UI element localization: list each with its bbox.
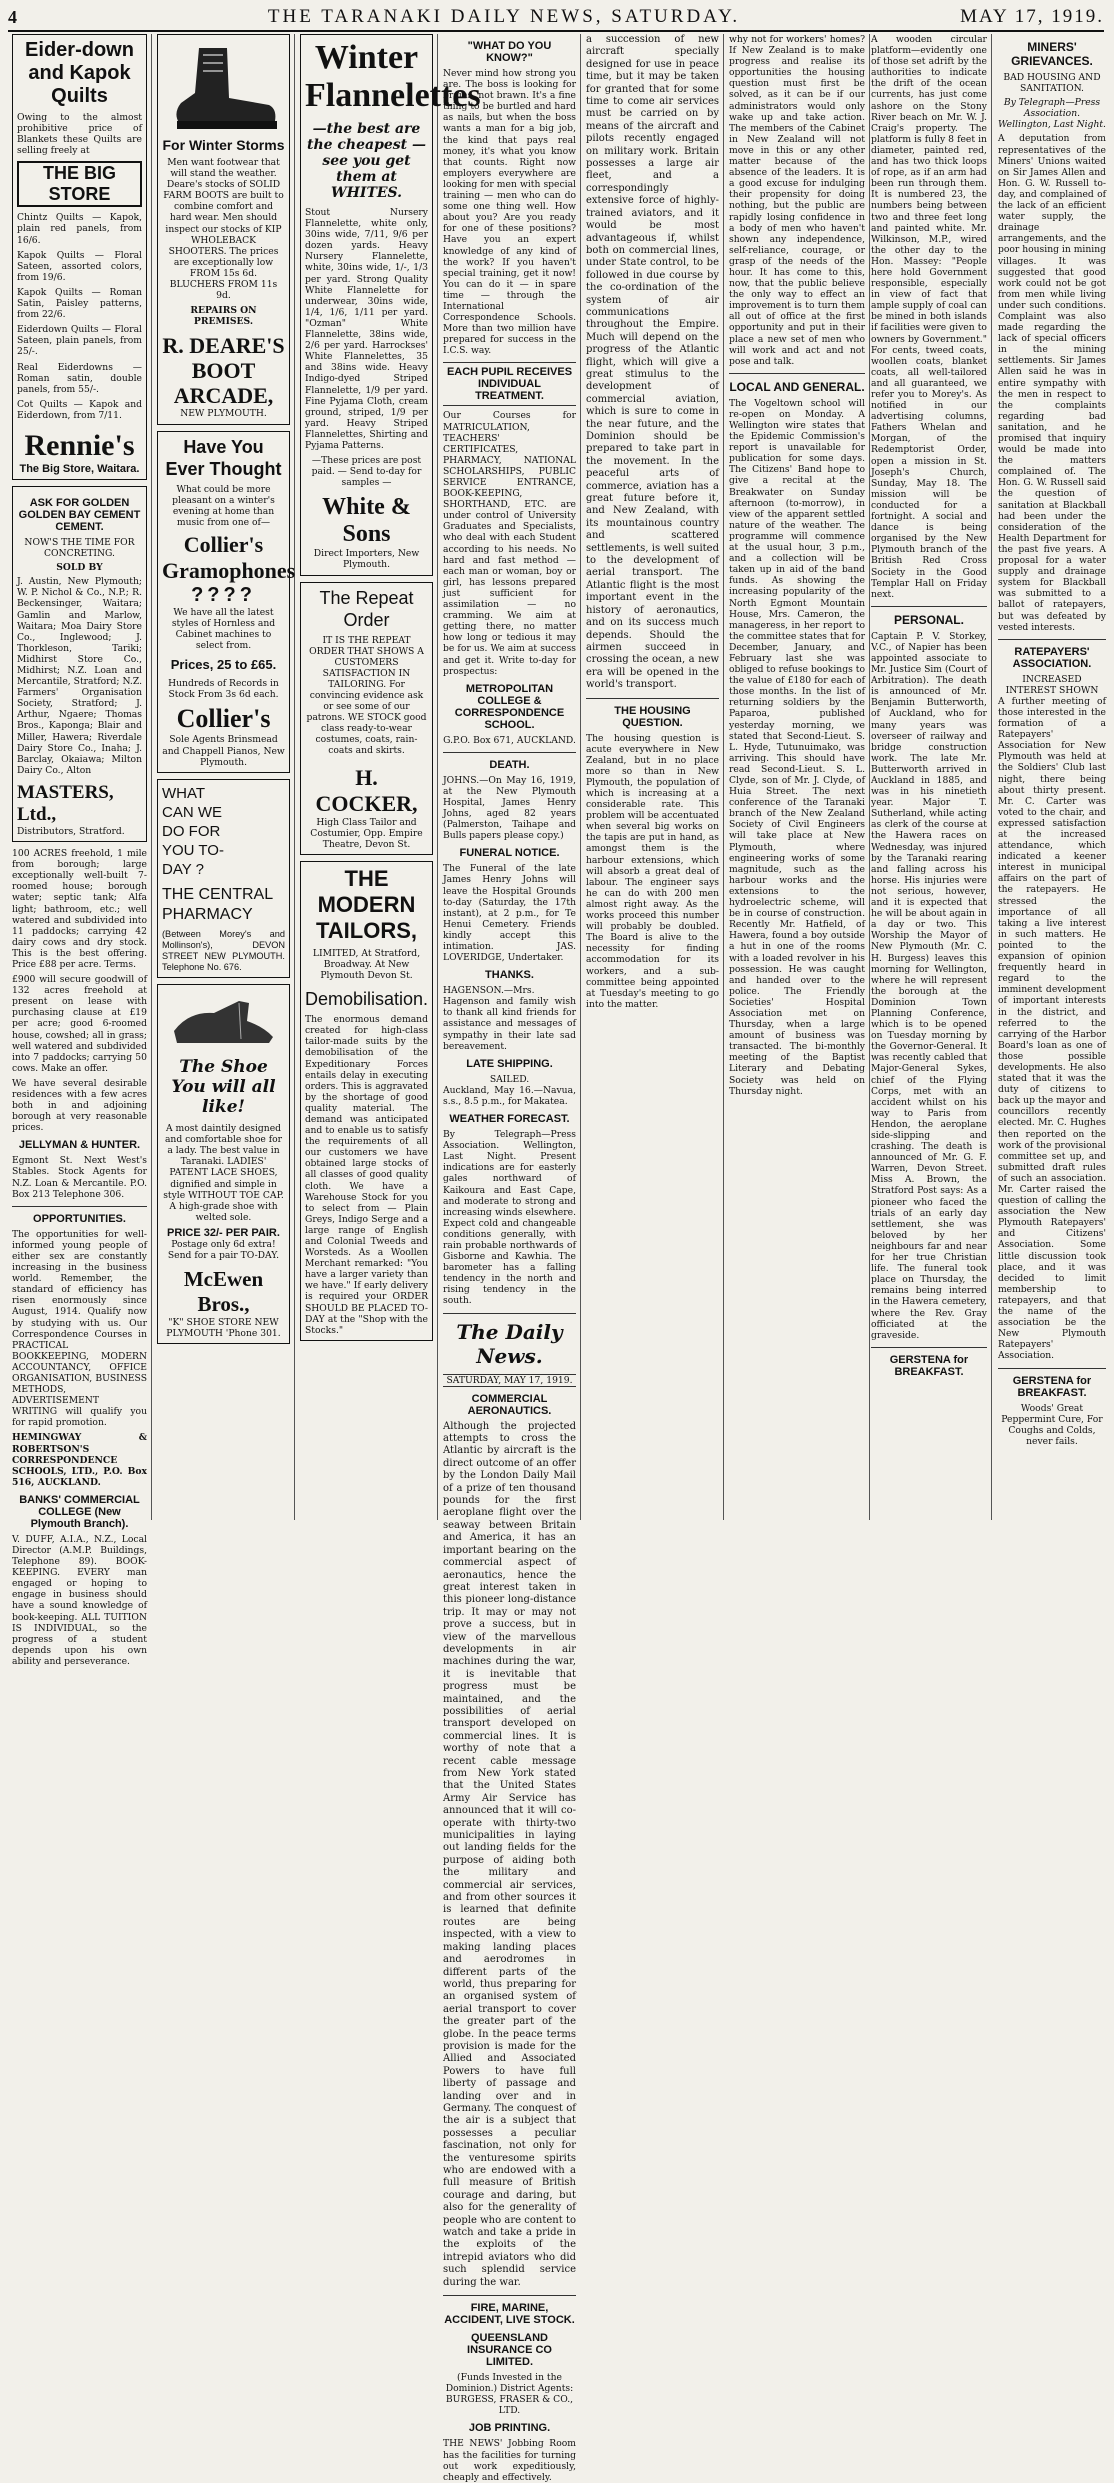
land-offer: 100 ACRES freehold, 1 mile from borough; large exceptionally well-built 7-roomed house; borough water; septic tank; Alfa light; bathroom, etc.; well watered and subdivided into 11 paddocks; carrying 42 dairy cows and dry stock. This is the best offering. Price £88 per acre. Terms. bbox=[12, 848, 147, 970]
editorial-heading: COMMERCIAL AERONAUTICS. bbox=[467, 1392, 552, 1417]
list-item: Chintz Quilts — Kapok, plain red panels, from 16/6. bbox=[17, 212, 142, 246]
ad-text: The opportunities for well-informed young people of either sex are constantly increasing in the business world. Remember, the standard of efficiency has risen enormously since August, 1914. Qualify now by studying with us. Our Correspondence Courses in PRACTICAL BOOKKEEPING, MODERN ACCOUNTANCY, OFFICE ORGANISATION, BUSINESS METHODS, ADVERTISEMENT WRITING will qualify you for rapid promotion. bbox=[12, 1228, 147, 1429]
insurance-heading: FIRE, MARINE, ACCIDENT, LIVE STOCK. bbox=[444, 2302, 575, 2327]
nameplate: The Daily News. bbox=[456, 1319, 563, 1368]
job-printing-text: THE NEWS' Jobbing Room has the facilities for turning out work expeditiously, cheaply and effectively. bbox=[443, 2438, 576, 2483]
store-logo: THE BIG STORE bbox=[17, 161, 142, 207]
ad-text: A most daintily designed and comfortable shoe for a lady. The best value in Taranaki. LADIES' PATENT LACE SHOES, dignified and simple in style WITHOUT TOE CAP. A high-grade shoe with welted sole. bbox=[163, 1123, 284, 1223]
ad-title: OPPORTUNITIES. bbox=[33, 1212, 126, 1225]
column-5 bbox=[582, 34, 724, 1520]
ad-text-2: We have all the latest styles of Hornless and Cabinet machines to select from. bbox=[171, 606, 276, 652]
firm-name: JELLYMAN & HUNTER. bbox=[18, 1139, 141, 1152]
pharmacy-ad bbox=[157, 779, 290, 978]
ad-items: Stout Nursery Flannelette, white only, 30ins wide, 7/11, 9/6 per dozen yards. Heavy Nursery Flannelette, white, 30ins wide, 1/-, 1/3 per yard. Strong Quality White Flannelette for underwear, 30ins wide, 1/4, 1/6, 1/11 per yard. "Ozman" White Flannelette, 38ins wide, 2/6 per yard. Harrockses' White Flannelettes, 35 and 38ins wide. Heavy Indigo-dyed Striped Flannelette, 1/9 per yard. Fine Pyjama Cloth, cream ground, striped, 1/9 per yard. Heavy Striped Flannelettes, Shirting and Pyjama Patterns. bbox=[305, 207, 428, 451]
brand-sign: Collier's bbox=[176, 704, 271, 734]
tailors-ad bbox=[300, 861, 433, 1341]
column-7a bbox=[871, 34, 992, 1520]
brand-name: White & Sons bbox=[322, 494, 411, 548]
column-4 bbox=[439, 34, 581, 2483]
firm-address: Egmont St. Next West's Stables. Stock Agents for N.Z. Loan & Mercantile. P.O. Box 213 Telephone 306. bbox=[12, 1155, 147, 1200]
pharmacy-name: THE CENTRAL PHARMACY bbox=[162, 885, 273, 923]
funeral-notice: The Funeral of the late James Henry Johns will leave the Hospital Grounds to-day (Saturday, the 17th instant), at 2 p.m., for Te Henui Cemetery. Friends kindly accept this intimation. JAS. LOVERIDGE, Undertaker. bbox=[443, 863, 576, 964]
column-7b bbox=[998, 34, 1106, 1520]
boot-icon bbox=[169, 43, 279, 133]
housing-continued: why not for workers' homes? If New Zealand is to make progress and realise its opportunities the housing question must first be solved, as it can be if our administrators would only wake up and take action. The members of the Cabinet in New Zealand will not move in this or any other matter because of the absence of the leaders. It is a good excuse for indulging their propensity for doing nothing, but the public are rapidly losing confidence in a body of men who haven't shown any independence, self-reliance, courage, or grasp of the needs of the hour. It has come to this, now, that the public believe the only way to effect an improvement is to turn them all out of office at the first opportunity and put in their place a new set of men who will work and act and not pose and talk. bbox=[729, 34, 865, 367]
school-ad bbox=[12, 1213, 147, 1667]
college-name: METROPOLITAN COLLEGE & CORRESPONDENCE SCHOOL. bbox=[454, 682, 565, 731]
agents-line: Sole Agents Brinsmead and Chappell Pianos, New Plymouth. bbox=[162, 734, 285, 768]
college-address: G.P.O. Box 671, AUCKLAND. bbox=[443, 734, 576, 746]
editorial-text: Although the projected attempts to cross the Atlantic by aircraft is the direct outcome of an offer by the London Daily Mail of a prize of ten thousand pounds for the first aeroplane flight over the seaway between Britain and America, it has an important bearing on the commercial aspect of aeronautics, hence the great interest taken in this pioneer long-distance trip. It may or may not prove a success, but in view of the marvellous developments in air machines during the war, it is inevitable that progress must be maintained, and the possibilities of aerial transport developed on commercial lines. It is worthy of note that a recent cable message from New York stated that the United States Army Air Service has announced that it will co-operate with thirty-two municipalities in laying out landing fields for the purpose of aiding both the military and commercial air services, and from other sources it is learned that definite routes are being inspected, with a view to making landing places and aerodromes in different parts of the world, thus preparing for an organised system of aerial transport to cover the greater part of the globe. In the peace terms provision is made for the Allied and Associated Powers to have full liberty of passage and landing over and in Germany. The conquest of the air is a subject that possesses a peculiar fascination, not only for the venturesome spirits who are endowed with a full measure of British courage and daring, but also for the generality of people who are content to watch and take a pride in the exploits of the intrepid aviators who did such splendid service during the war. bbox=[443, 1420, 576, 2288]
ad-text: The enormous demand created for high-class tailor-made suits by the demobilisation of the Expeditionary Forces entails delay in executing orders. This is aggravated by the shortage of good quality material. The demand was anticipated and to enable us to satisfy the requirements of all our customers we have obtained large stocks of all classes of good quality cloth. We have a Warehouse Stock for you to select from — Plain Greys, Indigo Serge and a large range of English and Colonial Tweeds and Worsteds. As a Woollen Merchant remarked: "You have a larger variety than we have." If early delivery is required your ORDER SHOULD BE PLACED TO-DAY at the "Shop with the Stocks." bbox=[305, 1014, 428, 1336]
weather-notice: By Telegraph—Press Association. Wellington, Last Night. Present indications are for easterly gales northward of Kaikoura and East Cape, and moderate to strong and increasing winds elsewhere. Expect cold and changeable conditions generally, with rain probable northwards of Gisborne and Kawhia. The barometer has a falling tendency in the north and rising tendency in the south. bbox=[443, 1129, 576, 1307]
brand-sub: The Big Store, Waitara. bbox=[19, 462, 140, 475]
personal-text: Captain P. V. Storkey, V.C., of Napier has been appointed associate to Mr. Justice Sim (Court of Arbitration). The death is announced of Mr. Benjamin Butterworth, of Auckland, who for many years was overseer of railway and bridge construction work. The late Mr. Butterworth arrived in Auckland in 1885, and was in his ninetieth year. Major T. Sutherland, while acting as clerk of the course at the Hawera races on Wednesday, was injured by the Taranaki rearing and falling across his horse. His injuries were not serious, however, and it is expected that he will be about again in a day or two. This Worship the Mayor of New Plymouth (Mr. C. H. Burgess) leaves this morning for Wellington, where he will represent the borough at the Dominion Town Planning Conference, which is to be opened on Tuesday morning by the Governor-General. It was recently cabled that Major-General Sykes, chief of the Flying Corps, met with an accident whilst on his way to Paris from Hendon, the aeroplane side-slipping and crashing. The death is announced of Mr. G. F. Warren, Devon Street. Miss A. Brown, the Stratford Post says: As a pioneer who faced the trials of an early day settlement, she was beloved by her neighbours far and near for her true Christian life. The funeral took place on Thursday, the remains being interred in the Hawera cemetery, where the Rev. Gray officiated at the graveside. bbox=[871, 630, 987, 1341]
brand-sub: High Class Tailor and Costumier, Opp. Empire Theatre, Devon St. bbox=[310, 816, 423, 850]
ad-text: Owing to the almost prohibitive price of Blankets these Quilts are selling freely at bbox=[17, 112, 142, 157]
quilt-list bbox=[17, 212, 142, 421]
shipping-notice: Auckland, May 16.—Navua, s.s., 8.5 p.m., for Makatea. bbox=[443, 1084, 576, 1107]
ad-heading: EACH PUPIL RECEIVES INDIVIDUAL TREATMENT. bbox=[443, 362, 576, 406]
column-3 bbox=[296, 34, 481, 1520]
death-heading: DEATH. bbox=[489, 758, 530, 771]
brand-name: Collier's Gramophones bbox=[162, 531, 296, 583]
pharmacy-slogan: WHAT CAN WE DO FOR YOU TO-DAY ? bbox=[162, 784, 224, 878]
shoe-price: PRICE 32/- PER PAIR. bbox=[167, 1226, 280, 1239]
brand-name: Rennie's bbox=[24, 428, 135, 462]
housing-text: The housing question is acute everywhere in New Zealand, but in no place more so than in New Plymouth, the population of which is increasing at a considerable rate. This problem will be accentuated when several big works on the tapis are put in hand, as amongst them is the harbour extensions, which will absorb a great deal of labour. The engineer says he can do with 200 men almost right away. As the works proceed this number will probably be doubled. The Board is alive to the necessity for finding accommodation for its workers, and a sub-committee being appointed at Tuesday's meeting to go into the matter. bbox=[586, 732, 719, 1010]
whites-ad bbox=[300, 34, 481, 576]
weather-heading: WEATHER FORECAST. bbox=[449, 1113, 570, 1126]
ad-sub: LIMITED, At Stratford, Broadway. At New Plymouth Devon St. bbox=[312, 947, 421, 982]
insurance-name: QUEENSLAND INSURANCE CO LIMITED. bbox=[467, 2332, 552, 2369]
question-marks: ???? bbox=[191, 583, 256, 606]
ad-footer: —These prices are post paid. — Send to-day for samples — bbox=[311, 455, 422, 489]
ad-title: The Repeat Order bbox=[319, 587, 414, 630]
college-name: BANKS' COMMERCIAL COLLEGE (New Plymouth Branch). bbox=[19, 1493, 140, 1530]
brand-sub: Distributors, Stratford. bbox=[17, 825, 125, 837]
column-1 bbox=[8, 34, 152, 1667]
agents-list: J. Austin, New Plymouth; W. P. Nichol & Co., N.P.; R. Beckensinger, Waitara; Gamlin and Marlow, Waitara; Moa Dairy Store Co., Inglewood; J. Thorkleson, Tariki; Midhirst Store Co., Midhirst; N.Z. Loan and Mercantile, Stratford; N.Z. Farmers' Organisation Society, Stratford; J. Arthur, Ngaere; Thomas Bros., Kaponga; Blair and Miller, Hawera; Riverdale Dairy Store Co., Inaha; J. Barclay, Okaiawa; Milton Dairy Co., Alton bbox=[17, 576, 142, 776]
miners-byline: By Telegraph—Press Association. Wellington, Last Night. bbox=[997, 97, 1106, 131]
sold-by: SOLD BY bbox=[56, 562, 103, 574]
shoe-icon bbox=[169, 991, 279, 1051]
local-heading: LOCAL AND GENERAL. bbox=[729, 379, 865, 394]
list-item: Kapok Quilts — Roman Satin, Paisley patterns, from 22/6. bbox=[17, 286, 142, 321]
ad-title: "WHAT DO YOU KNOW?" bbox=[467, 40, 552, 64]
newspaper-title: THE TARANAKI DAILY NEWS, SATURDAY. bbox=[267, 6, 741, 27]
land-ad bbox=[12, 848, 147, 1200]
list-item: Eiderdown Quilts — Floral Sateen, plain panels, from 25/-. bbox=[17, 324, 142, 358]
ad-title: Eider-down and Kapok Quilts bbox=[25, 39, 134, 107]
land-offer: £900 will secure goodwill of 132 acres freehold at present on lease with purchasing clause at £19 per acre; good 6-roomed house, cowshed; all in grass; well watered and subdivided into 7 paddocks; carrying 50 cows. Make an offer. bbox=[12, 974, 147, 1074]
local-continued: A wooden circular platform—evidently one of those set adrift by the authorities to indicate the drift of the ocean currents, has just come ashore on the Stony River beach on Mr. W. J. Craig's property. The platform is fully 8 feet in diameter, painted red, and has two thick loops of rope, as if an arm had been run through them. It is numbered 23, the numbers being between two and three feet long and painted white. Mr. Wilkinson, M.P., wired the other day to the Hon. Massey: "People here hold Government responsible, especially in view of fact that ample supply of coal can be mined in both islands if facilities were given to owners by Government." For cents, tweed coats, woollen coats, blanket coats, all well-tailored and all guaranteed, we refer you to Morey's. As notified in our advertising columns, Fathers Whelan and Morgan, of the Redemptorist Order, open a mission in St. Joseph's Church, Sunday, May 18. The mission will be conducted for a fortnight. A social and dance is being organised by the New Plymouth branch of the British Red Cross Society in the Good Templar Hall on Friday next. bbox=[871, 34, 987, 600]
issue-date: MAY 17, 1919. bbox=[960, 6, 1104, 27]
column-6 bbox=[725, 34, 870, 1520]
shoe-ad bbox=[157, 984, 290, 1344]
college-text: V. DUFF, A.I.A., N.Z., Local Director (A.M.P. Buildings, Telephone 89). BOOK-KEEPING. EVERY man engaged or hoping to engage in business should have a sound knowledge of book-keeping. ALL TUITION IS INDIVIDUAL, so the progress of a student depends upon his own ability and perseverance. bbox=[12, 1533, 147, 1667]
gerstena-ad: GERSTENA for BREAKFAST. bbox=[889, 1353, 969, 1378]
brand-sub: "K" SHOE STORE NEW PLYMOUTH 'Phone 301. bbox=[166, 1317, 281, 1340]
ad-text: IT IS THE REPEAT ORDER THAT SHOWS A CUSTOMERS SATISFACTION IN TAILORING. For convincing evidence ask or see some of our patrons. WE STOCK good class ready-to-wear costumes, coats, rain-coats and skirts. bbox=[306, 634, 427, 757]
shipping-heading: LATE SHIPPING. bbox=[466, 1057, 553, 1070]
cocker-ad bbox=[300, 582, 433, 855]
list-item: Real Eiderdowns — Roman satin, double panels, from 55/-. bbox=[17, 361, 142, 395]
land-offer: We have several desirable residences with a few acres both in and adjoining borough at very reasonable prices. bbox=[12, 1077, 147, 1134]
ad-tag: —the best are the cheapest — see you get them at WHITES. bbox=[306, 121, 427, 201]
thanks-notice: HAGENSON.—Mrs. Hagenson and family wish to thank all kind friends for assistance and messages of sympathy in their late sad bereavement. bbox=[443, 985, 576, 1052]
college-ad bbox=[443, 40, 576, 746]
gerstena-ad: GERSTENA for BREAKFAST. bbox=[1012, 1374, 1092, 1399]
colliers-ad bbox=[157, 431, 296, 773]
firm-name: HEMINGWAY & ROBERTSON'S CORRESPONDENCE SCHOOLS, LTD., P.O. Box 516, AUCKLAND. bbox=[12, 1432, 147, 1488]
pharmacy-address: (Between Morey's and Mollinson's), DEVON STREET NEW PLYMOUTH. Telephone No. 676. bbox=[162, 928, 285, 972]
deare-ad bbox=[157, 34, 290, 425]
ad-tag: For Winter Storms bbox=[162, 137, 285, 153]
housing-heading: THE HOUSING QUESTION. bbox=[614, 704, 691, 729]
column-2 bbox=[153, 34, 295, 1520]
miners-text: A deputation from representatives of the Miners' Unions waited on Sir James Allen and Hon. G. W. Russell to-day, and complained of the lack of an efficient water supply, the drainage arrangements, and the poor housing in mining villages. It was suggested that good work could not be got from men while living under such conditions. Complaint was also made regarding the lack of special officers in the mining settlements. Sir James Allen said he was in entire sympathy with the men in respect to the complaints regarding bad sanitation, and he promised that inquiry would be made into the matters complained of. The Hon. G. W. Russell said the question of sanitation at Blackball had been under the consideration of the Health Department for the past five years. A proposal for a water supply and drainage system for Blackball was submitted to a ballot of ratepayers, but was defeated by vested interests. bbox=[997, 133, 1107, 633]
brand-name: H. COCKER, bbox=[315, 764, 418, 816]
ratepayers-subheading: INCREASED INTEREST SHOWN bbox=[1005, 673, 1099, 696]
ratepayers-heading: RATEPAYERS' ASSOCIATION. bbox=[1012, 645, 1092, 670]
personal-heading: PERSONAL. bbox=[893, 612, 964, 627]
death-notice: JOHNS.—On May 16, 1919, at the New Plymouth Hospital, James Henry Johns, aged 82 years (Palmerston, Taihape and Bulls papers please copy.) bbox=[443, 774, 576, 842]
insurance-text: (Funds Invested in the Dominion.) District Agents: BURGESS, FRASER & CO., LTD. bbox=[445, 2372, 574, 2417]
ad-title: The Shoe You will all like! bbox=[171, 1057, 276, 1118]
brand-name: R. DEARE'S BOOT ARCADE, bbox=[162, 333, 285, 409]
editorial-continued: a succession of new aircraft specially designed for use in peace time, but it may be taken for granted that for some time to come air services must be carried on by means of the aircraft and pilots recently engaged on military work. Britain possesses a large air fleet, and a correspondingly extensive force of highly-trained aviators, and it would be most advantageous if, whilst both on commercial lines, under State control, to be followed in due course by the co-ordination of the system of air communications throughout the Empire. Much will depend on the progress of the Atlantic flight, which will give a great stimulus to the development of commercial aviation, which is sure to come in the near future, and the Dominion should be prepared to take part in the movement. In the peaceful arts of commerce, aviation has a great future before it, and New Zealand, with its mountainous country and scattered settlements, is well suited to the development of aerial transport. The Atlantic flight is the most important event in the history of aeronautics, and on its success much depends. Should the airmen succeed in crossing the ocean, a new era will be opened in the world's transport. bbox=[586, 34, 719, 691]
ratepayers-text: A further meeting of those interested in the formation of a Ratepayers' Association for New Plymouth was held at the Soldiers' Club last night, there being about thirty present. Mr. C. Carter was voted to the chair, and expressed satisfaction at the increased attendance, which indicated a keener interest in municipal affairs on the part of the ratepayers. He stressed the importance of all taking a live interest in such matters. He pointed to the expansion of opinion frequently heard in regard to the imminent development of important interests in the district, and referred to the carrying of the Harbor Board's loan as one of those possible developments. He also stated that it was the duty of citizens to back up the mayor and councillors recently elected. Mr. C. Hughes then reported on the work of the provisional committee set up, and submitted draft rules of such an association. Mr. Carter raised the question of calling the association the New Plymouth Ratepayers' and Citizens' Association. Some little discussion took place, and it was decided to limit membership to ratepayers, and that the name of the association be the New Plymouth Ratepayers' Association. bbox=[997, 695, 1106, 1362]
ad-heading: Demobilisation. bbox=[305, 989, 429, 1010]
repairs-line: REPAIRS ON PREMISES. bbox=[190, 305, 257, 328]
miners-heading: MINERS' GRIEVANCES. bbox=[1011, 40, 1093, 68]
column-7 bbox=[871, 34, 1106, 1520]
ad-text: Never mind how strong you are. The boss is looking for brains, not brawn. It's a fine thing to be burtled and hard as nails, but when the boss wants a man for a big job, the kind that pays real money, it's what you know that counts. Right now employers everywhere are looking for men with special training — men who can do some one thing well. How about you? Are you ready for one of these positions? Have you an expert knowledge of any kind of the work? If you haven't special training, get it now! You can do it — in spare time — through the International Correspondence Schools. More than two million have prepared for success in the I.C.S. way. bbox=[443, 68, 576, 357]
brand-town: NEW PLYMOUTH. bbox=[180, 408, 267, 420]
ad-text: What could be more pleasant on a winter's evening at home than music from one of— bbox=[172, 483, 275, 528]
local-text: The Vogeltown school will re-open on Monday. A Wellington wire states that the Epidemic Commission's report is unavailable for publication for some days. The Citizens' Band hope to give a recital at the Breakwater on Sunday afternoon (to-morrow), in view of the apparent settled nature of the weather. The programme will commence at the usual hour, 3 p.m., and a collection will be taken up in aid of the band funds. As showing the increasing popularity of the North Egmont Mountain House, Mrs. Cameron, the manageress, in her report to the committee states that for December, January, and February last she was obliged to refuse bookings to the value of £180 for each of those months. In the list of returning soldiers by the Paparoa, published yesterday morning, we stated that Second-Lieut. S. L. Hyde, Tutunuimako, was arriving. This should have read Second-Lieut. S. L. Clyde, son of Mr. J. Clyde, of Huia Street. The next conference of the Taranaki branch of the New Zealand Society of Civil Engineers will take place at New Plymouth, where engineering works of some magnitude, such as the harbour works and the extensions to the hydroelectric scheme, will be in course of construction. Recently Mr. Hatfield, of Hawera, found a boy outside a hut in one of the rooms with a loaded revolver in his possession. He was caught and handed over to the police. The Friendly Societies' Hospital Association met on Thursday, when a large amount of business was transacted. The bi-monthly meeting of the Baptist Literary and Debating Society was held on Thursday night. bbox=[729, 397, 865, 1097]
ad-text: Men want footwear that will stand the weather. Deare's stocks of SOLID FARM BOOTS are built to combine comfort and hard wear. Men should inspect our stocks of KIP WHOLEBACK SHOOTERS. The prices are exceptionally low FROM 15s 6d. BLUCHERS FROM 11s 9d. bbox=[163, 157, 284, 302]
price-range: Prices, 25 to £65. bbox=[170, 657, 277, 673]
masthead bbox=[8, 4, 1104, 32]
list-item: Cot Quilts — Kapok and Eiderdown, from 7/11. bbox=[17, 398, 142, 421]
ad-line: NOW'S THE TIME FOR CONCRETING. bbox=[24, 536, 135, 560]
ad-title: Have You Ever Thought bbox=[165, 436, 282, 479]
list-item: Kapok Quilts — Floral Sateen, assorted colors, from 19/6. bbox=[17, 249, 142, 283]
ad-title: ASK FOR GOLDEN GOLDEN BAY CEMENT CEMENT. bbox=[18, 496, 141, 533]
ad-title: Winter Flannelettes bbox=[305, 39, 481, 114]
brand-sub: Direct Importers, New Plymouth. bbox=[313, 548, 420, 571]
miners-subheading: BAD HOUSING AND SANITATION. bbox=[1003, 72, 1101, 95]
ad-title: THE MODERN TAILORS, bbox=[315, 865, 418, 943]
sailed-label: SAILED. bbox=[489, 1073, 530, 1085]
postage-line: Postage only 6d extra! Send for a pair TO-DAY. bbox=[167, 1238, 280, 1262]
brand-name: McEwen Bros., bbox=[183, 1267, 264, 1317]
cement-ad bbox=[12, 486, 147, 842]
editorial-date: SATURDAY, MAY 17, 1919. bbox=[443, 1374, 576, 1387]
eiderdown-ad bbox=[12, 34, 147, 480]
records-line: Hundreds of Records in Stock From 3s 6d each. bbox=[168, 678, 279, 701]
job-printing-heading: JOB PRINTING. bbox=[468, 2422, 551, 2435]
woods-ad: Woods' Great Peppermint Cure, For Coughs and Colds, never fails. bbox=[1001, 1402, 1103, 1447]
funeral-heading: FUNERAL NOTICE. bbox=[459, 847, 560, 860]
brand-name: MASTERS, Ltd., bbox=[17, 781, 114, 825]
page-number: 4 bbox=[8, 6, 17, 27]
thanks-heading: THANKS. bbox=[485, 969, 534, 982]
ad-courses: Our Courses for MATRICULATION, TEACHERS' CERTIFICATES, PHARMACY, NATIONAL SCHOLARSHIPS, PUBLIC SERVICE ENTRANCE, BOOK-KEEPING, SHORTHAND, ETC. are under control of University Graduates and Specialists, who deal with each Student according to his needs. No hard and fast method — each man or woman, boy or girl, has lessons prepared just sufficient for assimilation — no cramming. We aim at getting there, no matter how long or tedious it may be for us. We aim at success and get it. Write to-day for prospectus: bbox=[443, 410, 576, 677]
